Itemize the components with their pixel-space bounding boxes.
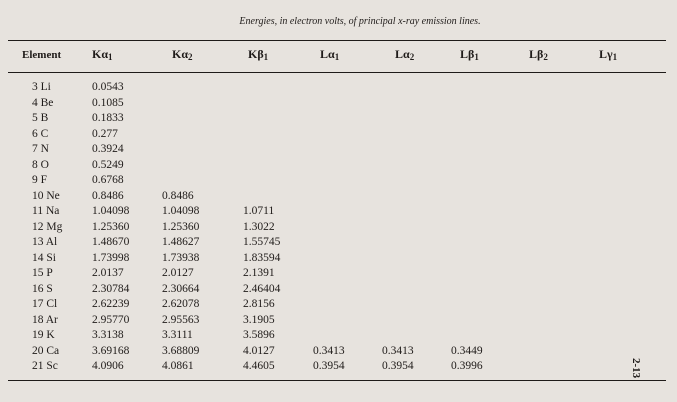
- cell-element: 3 Li: [32, 81, 51, 93]
- table-row: [0, 220, 677, 236]
- cell-ka2: 1.73938: [162, 251, 200, 264]
- cell-la2: 0.3954: [382, 360, 414, 372]
- table-row: [0, 173, 677, 189]
- cell-ka1: 0.1085: [92, 96, 124, 109]
- header-k-alpha-1-sub: 1: [108, 52, 113, 62]
- cell-kb1: 3.5896: [243, 329, 275, 341]
- table-row: [0, 282, 677, 298]
- cell-element: 10 Ne: [32, 189, 60, 202]
- cell-ka1: 0.3924: [92, 143, 124, 155]
- header-k-alpha-1: [92, 47, 113, 62]
- table-row: [0, 359, 677, 375]
- cell-element: 9 F: [32, 174, 48, 186]
- cell-ka1: 1.48670: [92, 236, 130, 248]
- cell-ka2: 2.95563: [162, 313, 200, 326]
- cell-element: 4 Be: [32, 96, 54, 109]
- header-l-gamma-1-base: Lγ: [599, 47, 613, 61]
- header-l-beta-1-sub: 1: [474, 52, 479, 62]
- cell-kb1: 4.0127: [243, 344, 275, 357]
- cell-ka2: 3.3111: [162, 329, 193, 341]
- table-row: [0, 142, 677, 158]
- cell-ka2: 2.62078: [162, 298, 200, 310]
- cell-element: 19 K: [32, 329, 55, 341]
- cell-element: 11 Na: [32, 205, 60, 217]
- cell-ka1: 3.3138: [92, 329, 124, 341]
- header-l-alpha-2: [395, 47, 414, 62]
- cell-ka1: 0.8486: [92, 189, 124, 202]
- cell-element: 15 P: [32, 267, 53, 279]
- bottom-rule: [8, 380, 666, 381]
- header-l-beta-2-sub: 2: [543, 52, 548, 62]
- table-row: [0, 158, 677, 174]
- table-row: [0, 313, 677, 329]
- cell-kb1: 1.55745: [243, 236, 281, 248]
- cell-ka2: 1.48627: [162, 236, 200, 248]
- table-row: [0, 96, 677, 112]
- cell-ka1: 3.69168: [92, 344, 130, 357]
- table-row: [0, 111, 677, 127]
- cell-ka1: 0.0543: [92, 81, 124, 93]
- cell-ka1: 1.73998: [92, 251, 130, 264]
- table-row: [0, 297, 677, 313]
- page-number: 2-13: [630, 358, 642, 379]
- header-l-alpha-2-base: Lα: [395, 47, 410, 61]
- cell-ka2: 1.04098: [162, 205, 200, 217]
- header-l-beta-1-base: Lβ: [460, 47, 475, 61]
- header-k-alpha-2-base: Kα: [172, 47, 189, 61]
- header-k-alpha-2-sub: 2: [188, 52, 193, 62]
- cell-element: 14 Si: [32, 251, 56, 264]
- table-row: [0, 328, 677, 344]
- header-k-beta-1: [248, 47, 268, 62]
- cell-lb1: 0.3996: [451, 360, 483, 372]
- table-row: [0, 344, 677, 360]
- header-l-beta-2: [529, 47, 548, 62]
- table-row: [0, 189, 677, 205]
- header-element: Element: [22, 49, 62, 61]
- cell-ka2: 2.0127: [162, 267, 194, 279]
- header-l-alpha-2-sub: 2: [409, 52, 415, 62]
- cell-element: 16 S: [32, 282, 53, 295]
- table-row: [0, 204, 677, 220]
- cell-ka1: 0.277: [92, 127, 118, 140]
- cell-ka1: 2.30784: [92, 282, 130, 295]
- header-k-alpha-1-base: Kα: [92, 47, 109, 61]
- cell-element: 5 B: [32, 112, 49, 124]
- cell-kb1: 2.8156: [243, 298, 275, 310]
- cell-element: 6 C: [32, 127, 49, 140]
- table-body: [0, 80, 677, 375]
- table-row: [0, 80, 677, 96]
- header-k-beta-1-base: Kβ: [248, 47, 264, 61]
- cell-la1: 0.3413: [313, 344, 345, 357]
- cell-kb1: 4.4605: [243, 360, 275, 372]
- cell-ka2: 3.68809: [162, 344, 200, 357]
- cell-ka1: 0.5249: [92, 158, 124, 171]
- cell-kb1: 1.83594: [243, 251, 281, 264]
- cell-ka2: 0.8486: [162, 189, 194, 202]
- cell-la1: 0.3954: [313, 360, 345, 372]
- header-l-beta-2-base: Lβ: [529, 47, 544, 61]
- cell-element: 7 N: [32, 143, 49, 155]
- cell-ka1: 2.95770: [92, 313, 130, 326]
- cell-element: 21 Sc: [32, 360, 58, 372]
- cell-kb1: 2.46404: [243, 282, 281, 295]
- cell-ka2: 1.25360: [162, 220, 200, 233]
- header-l-alpha-1: [320, 47, 339, 62]
- header-rule: [8, 72, 666, 73]
- cell-kb1: 1.0711: [243, 205, 275, 217]
- cell-ka1: 2.0137: [92, 267, 124, 279]
- cell-ka2: 4.0861: [162, 360, 194, 372]
- header-l-gamma-1: [599, 47, 617, 62]
- cell-ka1: 1.25360: [92, 220, 130, 233]
- cell-lb1: 0.3449: [451, 344, 483, 357]
- cell-ka1: 1.04098: [92, 205, 130, 217]
- cell-ka1: 0.1833: [92, 112, 124, 124]
- cell-element: 20 Ca: [32, 344, 60, 357]
- table-row: [0, 235, 677, 251]
- table-row: [0, 127, 677, 143]
- cell-ka2: 2.30664: [162, 282, 200, 295]
- table-header: [0, 40, 677, 72]
- cell-ka1: 0.6768: [92, 174, 124, 186]
- header-l-alpha-1-sub: 1: [334, 52, 340, 62]
- cell-kb1: 2.1391: [243, 267, 275, 279]
- cell-element: 18 Ar: [32, 313, 58, 326]
- table-caption: Energies, in electron volts, of principal x-ray emission lines.: [239, 16, 481, 27]
- cell-ka1: 2.62239: [92, 298, 130, 310]
- cell-ka1: 4.0906: [92, 360, 124, 372]
- header-l-alpha-1-base: Lα: [320, 47, 335, 61]
- cell-element: 12 Mg: [32, 220, 63, 233]
- table-row: [0, 266, 677, 282]
- cell-element: 13 Al: [32, 236, 58, 248]
- cell-kb1: 3.1905: [243, 313, 275, 326]
- cell-kb1: 1.3022: [243, 220, 275, 233]
- header-k-beta-1-sub: 1: [263, 52, 269, 62]
- header-l-beta-1: [460, 47, 479, 62]
- cell-element: 17 Cl: [32, 298, 58, 310]
- cell-la2: 0.3413: [382, 344, 414, 357]
- table-row: [0, 251, 677, 267]
- cell-element: 8 O: [32, 158, 49, 171]
- header-l-gamma-1-sub: 1: [612, 52, 618, 62]
- header-k-alpha-2: [172, 47, 193, 62]
